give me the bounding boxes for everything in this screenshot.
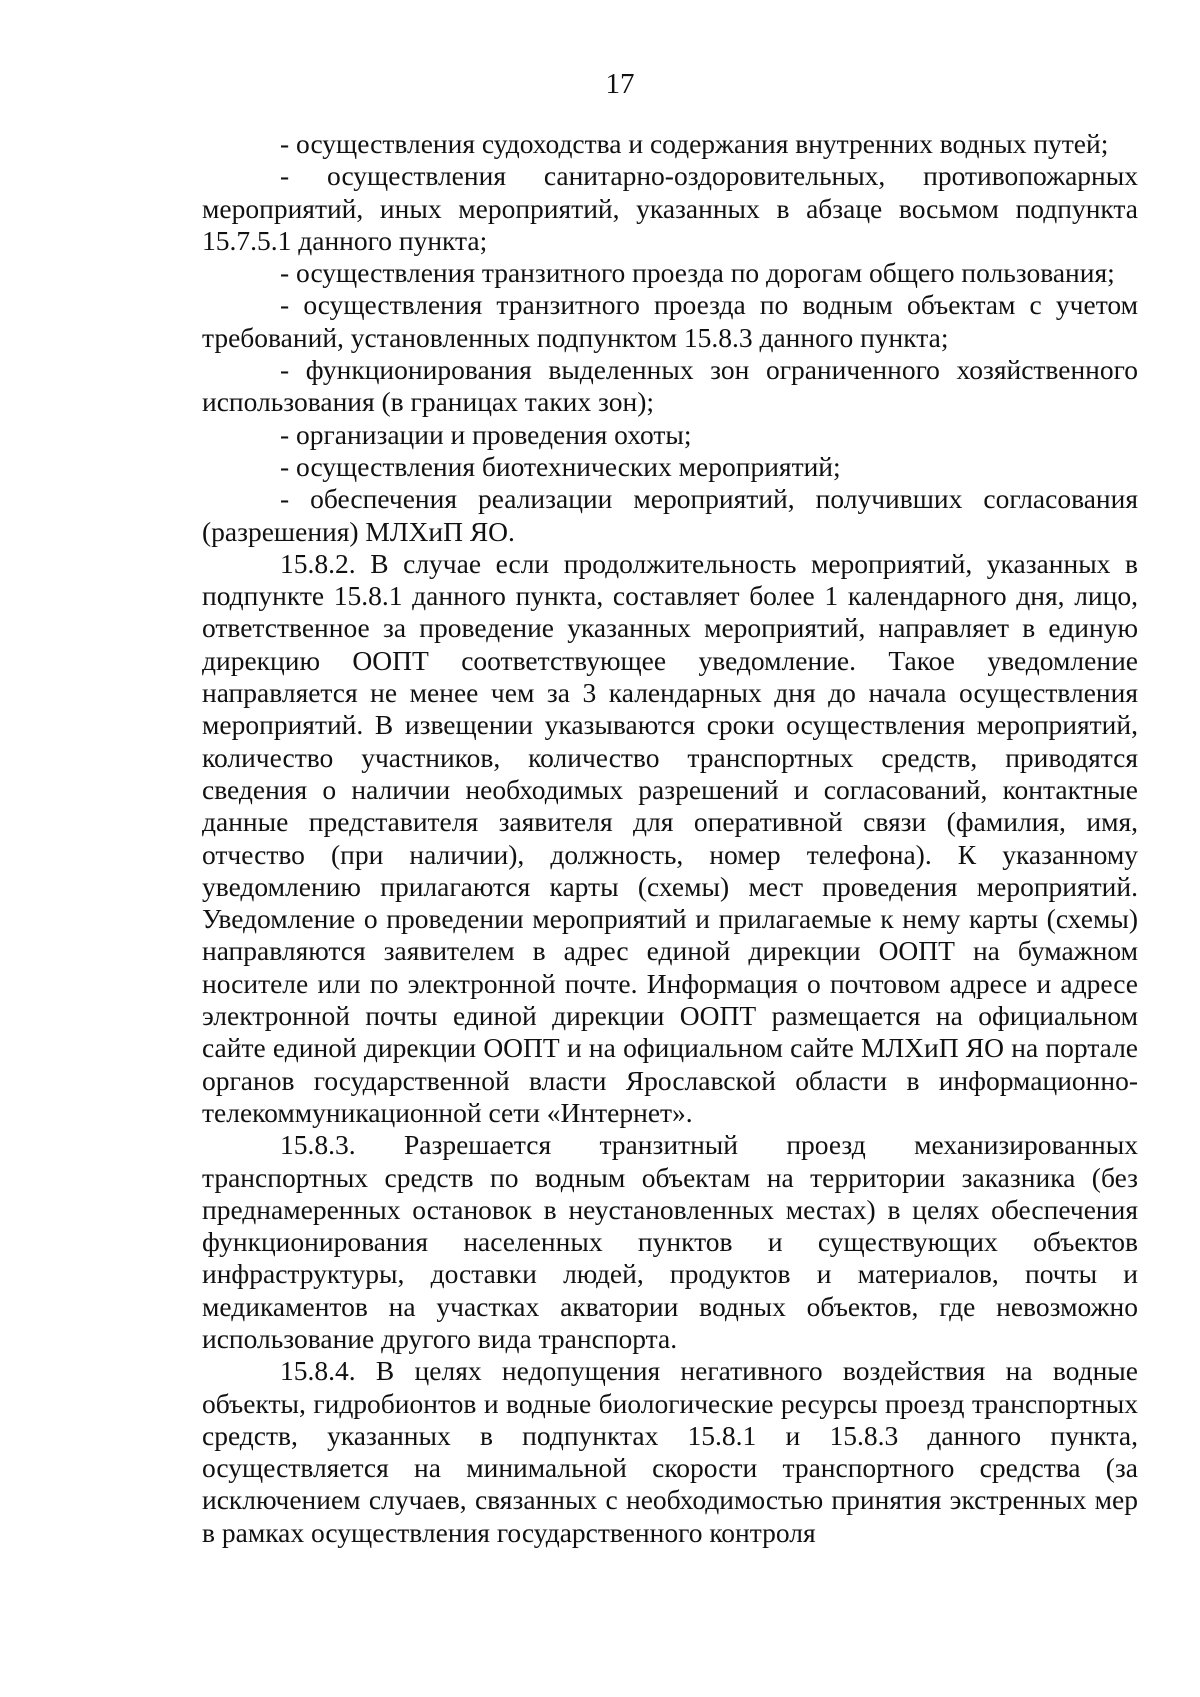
list-item-biotechnical: - осуществления биотехнических мероприятий; [280,450,841,482]
list-item-hunting: - организации и проведения охоты; [280,418,692,450]
document-body [202,128,1138,1549]
list-item-transit-water: - осуществления транзитного проезда по водным объектам с учетом требований, установленных подпунктом 15.8.3 данного пункта; [202,289,1138,353]
list-item-navigation: - осуществления судоходства и содержания внутренних водных путей; [280,128,1109,159]
clause-15-8-3: 15.8.3. Разрешается транзитный проезд механизированных транспортных средств по водным объектам на территории заказника (без преднамеренных остановок в неустановленных местах) в целях обеспечения функционирования населенных пунктов и существующих объектов инфраструктуры, доставки людей, продуктов и материалов, почты и медикаментов на участках акватории водных объектов, где невозможно использование другого вида транспорта. [202,1129,1138,1354]
list-item-sanitary-measures: - осуществления санитарно-оздоровительных, противопожарных мероприятий, иных мероприятий, указанных в абзаце восьмом подпункта 15.7.5.1 данного пункта; [202,160,1138,256]
list-item-restricted-zones: - функционирования выделенных зон ограниченного хозяйственного использования (в границах таких зон); [202,354,1138,418]
list-item-transit-roads: - осуществления транзитного проезда по дорогам общего пользования; [280,257,1115,289]
clause-15-8-4: 15.8.4. В целях недопущения негативного воздействия на водные объекты, гидробионтов и водные биологические ресурсы проезд транспортных средств, указанных в подпунктах 15.8.1 и 15.8.3 данного пункта, осуществляется на минимальной скорости транспортного средства (за исключением случаев, связанных с необходимостью принятия экстренных мер в рамках осуществления государственного контроля [202,1355,1138,1548]
page-number: 17 [605,68,635,100]
clause-15-8-2: 15.8.2. В случае если продолжительность мероприятий, указанных в подпункте 15.8.1 данного пункта, составляет более 1 календарного дня, лицо, ответственное за проведение указанных мероприятий, направляет в единую дирекцию ООПТ соответствующее уведомление. Такое уведомление направляется не менее чем за 3 календарных дня до начала осуществления мероприятий. В извещении указываются сроки осуществления мероприятий, количество участников, количество транспортных средств, приводятся сведения о наличии необходимых разрешений и согласований, контактные данные представителя заявителя для оперативной связи (фамилия, имя, отчество (при наличии), должность, номер телефона). К указанному уведомлению прилагаются карты (схемы) мест проведения мероприятий. Уведомление о проведении мероприятий и прилагаемые к нему карты (схемы) направляются заявителем в адрес единой дирекции ООПТ на бумажном носителе или по электронной почте. Информация о почтовом адресе и адресе электронной почты единой дирекции ООПТ размещается на официальном сайте единой дирекции ООПТ и на официальном сайте МЛХиП ЯО на портале органов государственной власти Ярославской области в информационно-телекоммуникационной сети «Интернет». [202,547,1138,1128]
list-item-approved-measures: - обеспечения реализации мероприятий, получивших согласования (разрешения) МЛХиП ЯО. [202,483,1138,547]
